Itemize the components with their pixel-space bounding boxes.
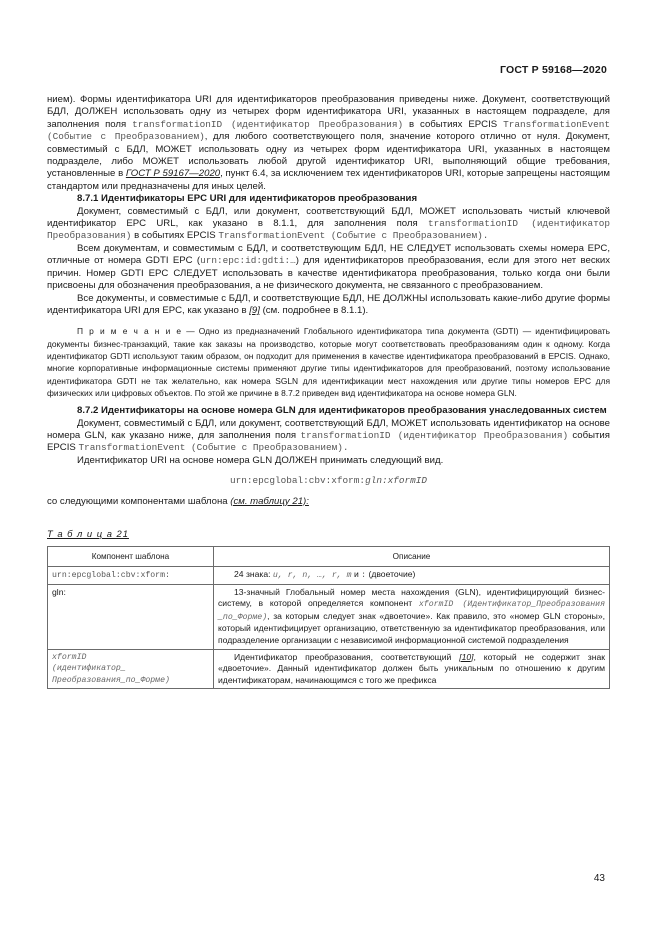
cell-code: : xyxy=(361,570,367,580)
code-term: transformationID (идентификатор Преобразования) xyxy=(47,218,610,242)
text-run: в событиях EPCIS xyxy=(134,230,216,242)
paragraph xyxy=(47,293,610,318)
page-content xyxy=(47,94,610,689)
text-run: события EPCIS xyxy=(47,429,610,454)
table-caption: Т а б л и ц а 21 xyxy=(47,527,129,539)
section-heading-8-7-2: 8.7.2 Идентификаторы на основе номера GLN для идентификаторов преобразования унаследованных систем xyxy=(77,405,607,417)
column-header: Компонент шаблона xyxy=(48,547,214,567)
text-run: 13-значный Глобальный номер места нахождения (GLN), идентифицирующий бизнес-систему, в которой определяется компонент xyxy=(218,586,605,609)
table-header-row xyxy=(48,547,610,567)
standard-reference-link[interactable]: ГОСТ Р 59167—2020 xyxy=(125,168,221,180)
pattern-components-table xyxy=(47,546,610,689)
paragraph xyxy=(47,418,610,455)
paragraph: Идентификатор URI на основе номера GLN ДОЛЖЕН принимать следующий вид. xyxy=(77,454,444,466)
note-label: П р и м е ч а н и е xyxy=(77,326,183,337)
table-cell xyxy=(214,649,610,689)
section-heading-8-7-1: 8.7.1 Идентификаторы EPC URI для идентификаторов преобразования xyxy=(77,193,418,205)
note xyxy=(47,325,610,399)
note-text: — Одно из предназначений Глобального идентификатора типа документа (GDTI) — идентифицировать документы бизнес-транзакций, такие как заказы на производство, которые могут соответствовать преобразованиям один к одному. Когда идентификатор GDTI используют таким образом, он подходит для применения в качестве идентификатора преобразований в EPCIS. Однако, многие корпоративные информационные системы применяют другие типы идентификаторов для преобразований, поэтому использование идентификатора GDTI не так желательно, как номера SGLN для идентификации мест нахождения или другие типы номеров EPC для физических или цифровых объектов. По этой же причине в 8.7.2 приведен вид идентификатора на основе номера GLN. xyxy=(47,326,610,398)
column-header: Описание xyxy=(214,547,610,567)
code-term: TransformationEvent (Событие с Преобразованием). xyxy=(78,442,349,454)
table-cell xyxy=(214,584,610,649)
text-run: Идентификатор преобразования, соответствующий xyxy=(234,651,452,662)
text-run: Всем документам, и совместимым с БДЛ, и соответствующим БДЛ, НЕ СЛЕДУЕТ использовать схемы номера EPC, отличные от номера GDTI EPC ( xyxy=(47,242,610,267)
code-term: transformationID (идентификатор Преобразования) xyxy=(132,118,404,130)
cell-code: u, r, n, …, r, m xyxy=(272,570,352,580)
code-term: TransformationEvent (Событие с Преобразованием) xyxy=(47,118,610,143)
table-reference-link[interactable]: (см. таблицу 21): xyxy=(230,495,309,507)
text-run: , пункт 6.4, за исключением тех идентификаторов URI, которые запрещены настоящим стандартом или предназначены для иных целей. xyxy=(47,168,610,192)
page-number: 43 xyxy=(593,873,605,884)
uri-pattern xyxy=(47,475,610,487)
table-cell xyxy=(48,566,214,584)
code-term: urn:epc:id:gdti:… xyxy=(200,255,296,267)
paragraph xyxy=(47,243,610,293)
table-row xyxy=(48,584,610,649)
bibliography-link[interactable]: [10] xyxy=(459,651,474,662)
table-cell xyxy=(214,566,610,584)
code-term: TransformationEvent (Событие с Преобразованием). xyxy=(218,230,489,242)
text-run: , для любого соответствующего поля, значение которого отлично от нуля. Документ, совместимый с БДЛ, МОЖЕТ использовать одну из четырех форм идентификатора URI, указанных в настоящем подразделе, либо МОЖЕТ использовать любой другой идентификатор URI, выполняющий общие требования, установленные в xyxy=(47,131,610,180)
text-run: Документ, совместимый с БДЛ, или документ, соответствующий БДЛ, МОЖЕТ использовать чистый ключевой идентификатор EPC URL, как указано в 8.1.1, для заполнения поля xyxy=(47,205,610,230)
text-run: Все документы, и совместимые с БДЛ, и соответствующие БДЛ, НЕ ДОЛЖНЫ использовать какие-либо другие формы идентификатора URI для EPC, как указано в xyxy=(47,292,610,316)
cell-code: urn:epcglobal:cbv:xform: xyxy=(52,570,170,580)
table-row xyxy=(48,566,610,584)
document-code: ГОСТ Р 59168—2020 xyxy=(499,64,607,76)
table-row xyxy=(48,649,610,689)
text-run: (двоеточие) xyxy=(368,568,416,579)
bibliography-link[interactable]: [9] xyxy=(249,304,260,316)
table-cell xyxy=(48,649,214,689)
cell-code: Преобразования_по_Форме) xyxy=(52,675,170,685)
text-run: 24 знака: xyxy=(234,568,271,579)
text-run: Документ, совместимый с БДЛ, или документ, соответствующий БДЛ, МОЖЕТ использовать идентификатор на основе номера GLN, как указано ниже, для заполнения поля xyxy=(47,417,610,441)
intro-paragraph xyxy=(47,94,610,193)
text-run: и xyxy=(353,568,359,579)
pattern-variable-part: gln:xformID xyxy=(365,475,427,487)
code-term: transformationID (идентификатор Преобразования) xyxy=(300,429,569,441)
text-run: , за которым следует знак «двоеточие». Как правило, это «номер GLN стороны», который идентифицирует организацию, ответственную за идентификатор преобразования, или подразделение организации с независимой информационной системой подразделения xyxy=(218,610,605,645)
text-run: нием). Формы идентификатора URI для идентификаторов преобразования приведены ниже. Документ, соответствующий БДЛ, ДОЛЖЕН использовать одну из четырех форм идентификатора URI, указанных в настоящем подразделе, для заполнения поля xyxy=(47,94,610,130)
text-run: со следующими компонентами шаблона xyxy=(47,495,228,507)
cell-code: xformID xyxy=(52,652,87,662)
text-run: ) для идентификаторов преобразования, если для этого нет веских причин. Номер GDTI EPC СЛЕДУЕТ использовать в качестве идентификатора преобразования, только когда они были присвоены для обозначения преобразования, а не физического документа, не связанного с преобразованием. xyxy=(47,255,611,292)
text-run: , который не содержит знак «двоеточие». Данный идентификатор должен быть уникальным по отношению к другим идентификаторам, начинающимся с того же префикса xyxy=(218,651,605,685)
text-run: в событиях EPCIS xyxy=(409,118,498,130)
pattern-fixed-part: urn:epcglobal:cbv:xform: xyxy=(230,475,366,487)
text-run: (см. подробнее в 8.1.1). xyxy=(262,304,369,316)
table-cell: gln: xyxy=(48,584,214,649)
paragraph xyxy=(47,496,610,508)
cell-code: xformID (Идентификатор_Преобразования _по_Форме) xyxy=(218,600,605,622)
cell-code: (идентификатор_ xyxy=(52,664,126,674)
paragraph xyxy=(47,206,610,243)
